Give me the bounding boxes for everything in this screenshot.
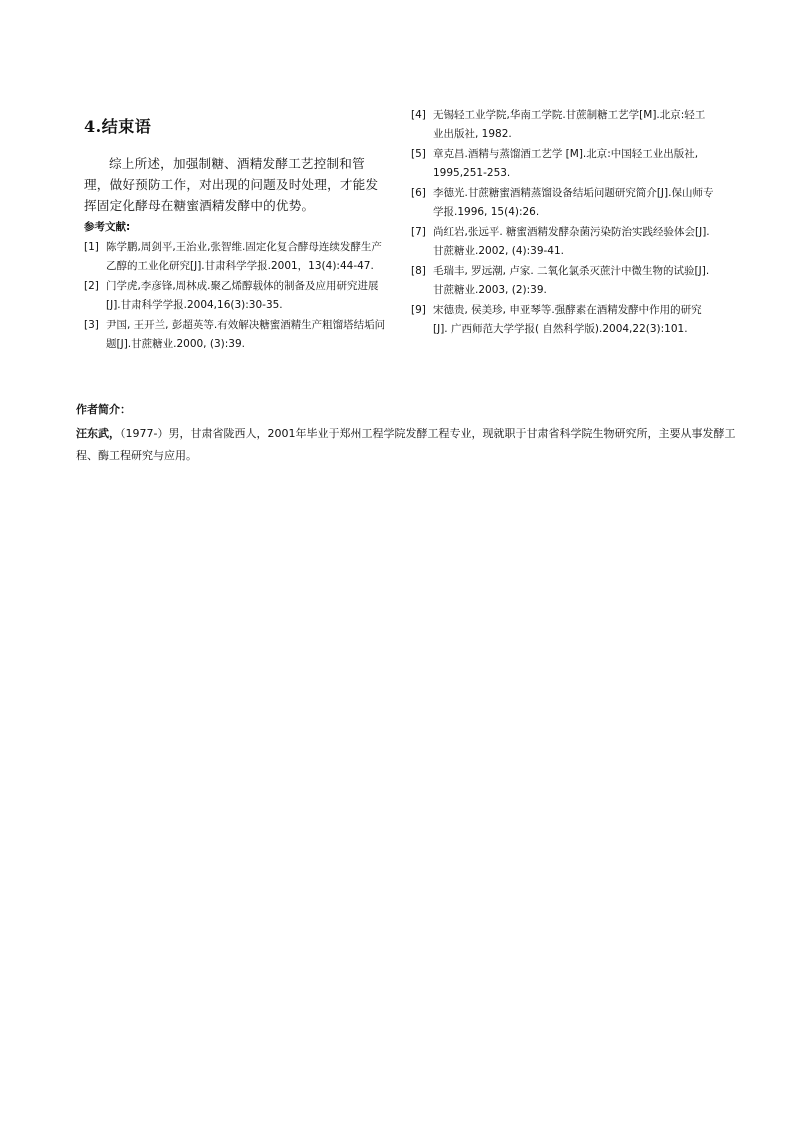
reference-text: 门学虎,李彦锋,周林成.聚乙烯醇载体的制备及应用研究进展[J].甘肃科学学报.2004,16(3):30-35. <box>106 280 379 311</box>
conclusion-paragraph: 综上所述，加强制糖、酒精发酵工艺控制和管理，做好预防工作，对出现的问题及时处理，才能发挥固定化酵母在糖蜜酒精发酵中的优势。 <box>84 156 379 213</box>
reference-text: 陈学鹏,周剑平,王治业,张智维.固定化复合酵母连续发酵生产乙醇的工业化研究[J].甘肃科学学报.2001，13(4):44-47. <box>106 241 382 272</box>
left-column <box>84 114 388 355</box>
reference-number: [4] <box>411 109 426 121</box>
reference-item <box>84 277 388 314</box>
reference-number: [5] <box>411 148 426 160</box>
reference-text: 尚红岩,张远平. 糖蜜酒精发酵杂菌污染防治实践经验体会[J].甘蔗糖业.2002, (4):39-41. <box>433 226 710 257</box>
reference-item <box>411 184 715 221</box>
reference-text: 毛瑞丰, 罗远潮, 卢家. 二氧化氯杀灭蔗汁中微生物的试验[J].甘蔗糖业.2003, (2):39. <box>433 265 710 296</box>
reference-item <box>411 106 715 143</box>
author-name: 汪东武， <box>76 427 120 440</box>
author-bio-text: （1977-）男，甘肃省陇西人，2001年毕业于郑州工程学院发酵工程专业，现就职于甘肃省科学院生物研究所，主要从事发酵工程、酶工程研究与应用。 <box>76 427 736 462</box>
reference-number: [8] <box>411 265 426 277</box>
reference-item <box>411 262 715 299</box>
reference-text: 李德光.甘蔗糖蜜酒精蒸馏设备结垢问题研究简介[J].保山师专学报.1996, 15(4):26. <box>433 187 714 218</box>
reference-number: [6] <box>411 187 426 199</box>
reference-item <box>411 301 715 338</box>
reference-text: 尹国, 王开兰, 彭超英等.有效解决糖蜜酒精生产粗馏塔结垢问题[J].甘蔗糖业.2000, (3):39. <box>106 319 386 350</box>
reference-number: [7] <box>411 226 426 238</box>
references-heading: 参考文献: <box>84 221 131 233</box>
reference-item <box>411 223 715 260</box>
reference-text: 宋德贵, 侯美珍, 申亚琴等.强酵素在酒精发酵中作用的研究[J]. 广西师范大学学报( 自然科学版).2004,22(3):101. <box>433 304 702 335</box>
section-title: 4.结束语 <box>84 117 152 136</box>
reference-text: 章克昌.酒精与蒸馏酒工艺学 [M].北京:中国轻工业出版社, 1995,251-253. <box>433 148 699 179</box>
author-bio-paragraph <box>76 423 746 467</box>
author-heading: 作者简介： <box>76 403 131 416</box>
reference-text: 无锡轻工业学院,华南工学院.甘蔗制糖工艺学[M].北京:轻工业出版社, 1982. <box>433 109 706 140</box>
author-section <box>76 401 746 467</box>
reference-item <box>411 145 715 182</box>
reference-number: [2] <box>84 280 99 292</box>
reference-number: [3] <box>84 319 99 331</box>
reference-number: [9] <box>411 304 426 316</box>
right-column <box>411 106 715 340</box>
reference-item <box>84 238 388 275</box>
reference-number: [1] <box>84 241 99 253</box>
reference-item <box>84 316 388 353</box>
